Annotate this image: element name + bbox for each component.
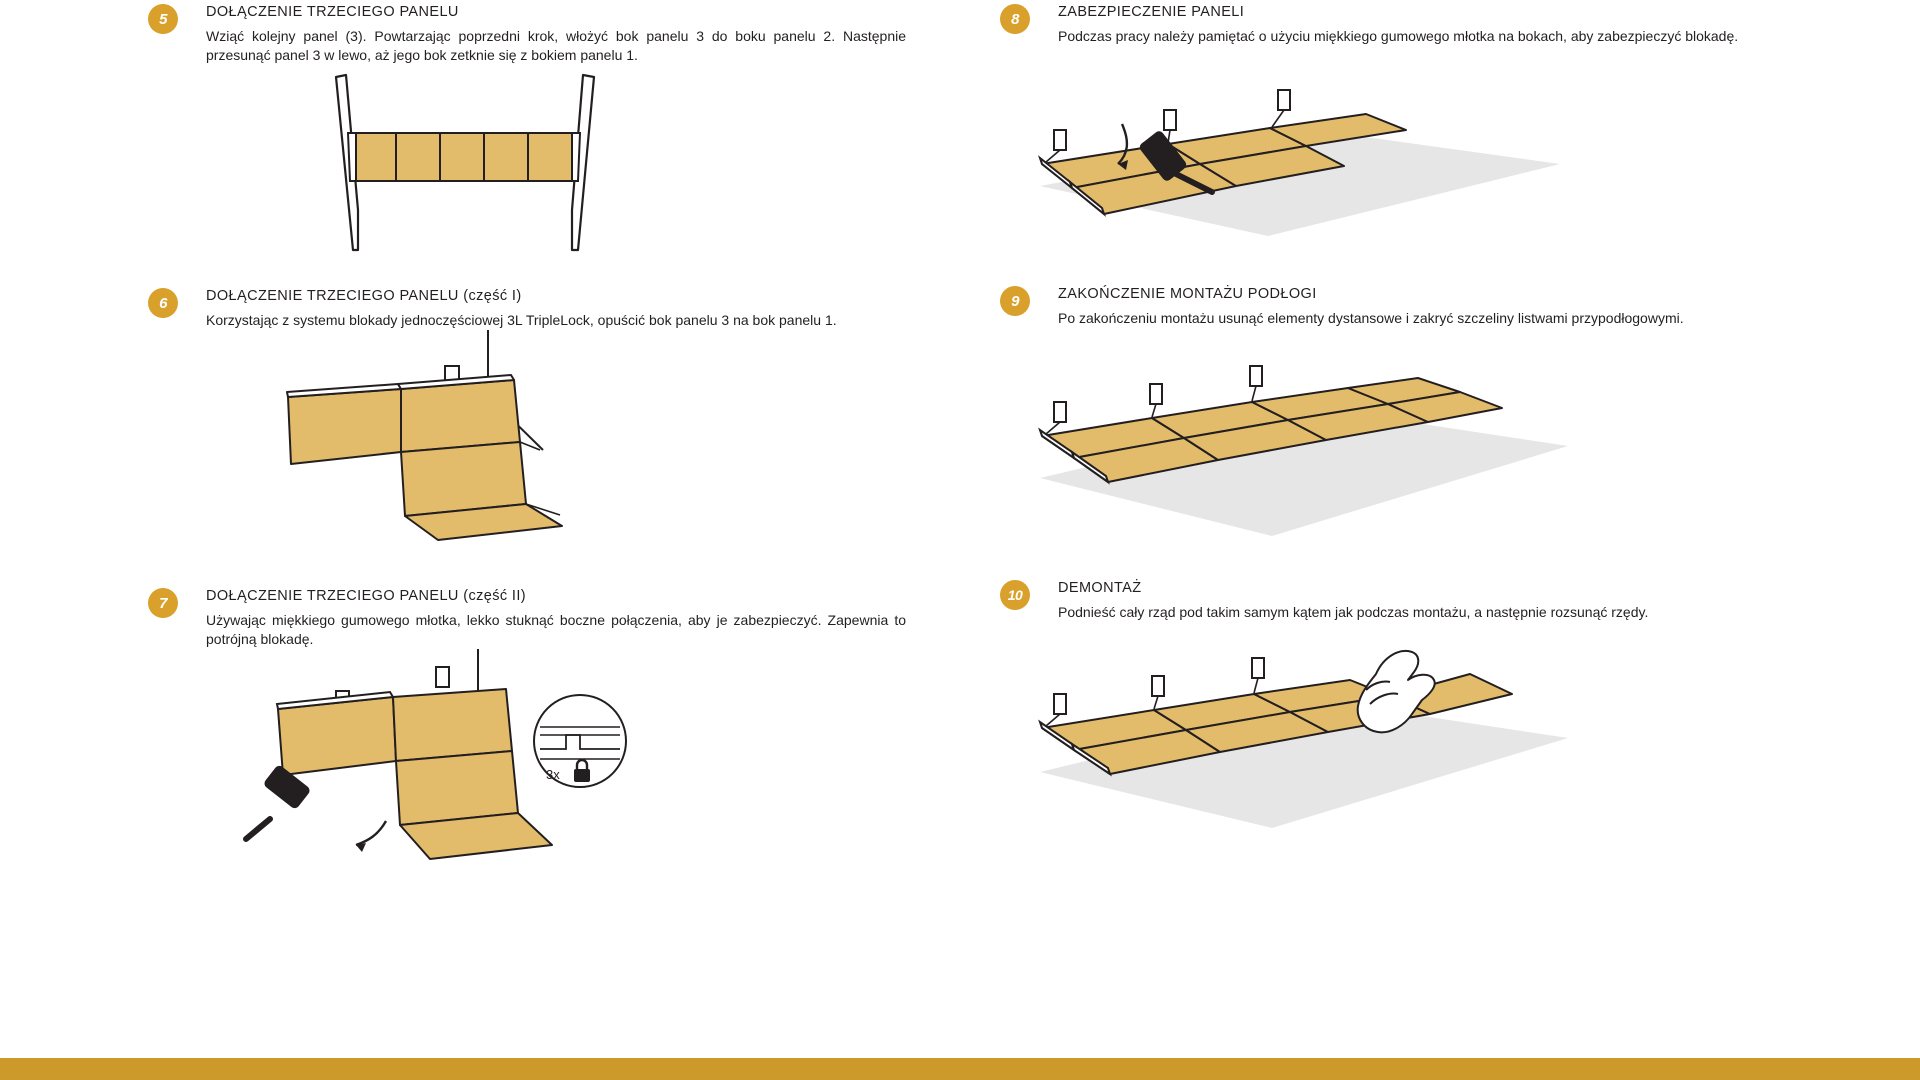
step-7-title: DOŁĄCZENIE TRZECIEGO PANELU (część II) xyxy=(206,588,527,604)
step-10-description: Podnieść cały rząd pod takim samym kątem jak podczas montażu, a następnie rozsunąć rzędy. xyxy=(1058,604,1649,621)
step-7 xyxy=(148,588,1048,909)
footer-bar xyxy=(0,1058,1920,1080)
step-7-badge: 7 xyxy=(148,588,178,618)
step-6-badge: 6 xyxy=(148,288,178,318)
step-7-description: Używając miękkiego gumowego młotka, lekko stuknąć boczne połączenia, aby je zabezpieczyć. Zapewnia to potrójną blokadę. xyxy=(206,612,906,648)
step-6-header xyxy=(148,288,1048,330)
step-7-text xyxy=(206,588,906,649)
step-6-title: DOŁĄCZENIE TRZECIEGO PANELU (część I) xyxy=(206,288,522,304)
step-5-header xyxy=(148,4,1048,65)
step-8 xyxy=(1000,4,1900,256)
step-5-badge: 5 xyxy=(148,4,178,34)
detail-callout-circle xyxy=(534,695,626,787)
step-8-header xyxy=(1000,4,1900,46)
step-5 xyxy=(148,4,1048,270)
detail-label: 3x xyxy=(546,767,560,783)
step-9-text xyxy=(1058,286,1778,328)
step-6-text xyxy=(206,288,906,330)
rubber-mallet-icon xyxy=(246,764,312,839)
step-6-description: Korzystając z systemu blokady jednoczęściowej 3L TripleLock, opuścić bok panelu 3 na bok panelu 1. xyxy=(206,312,837,329)
figure-mallet-tapping-with-detail xyxy=(148,649,1048,909)
step-9-header xyxy=(1000,286,1900,328)
step-10-badge: 10 xyxy=(1000,580,1030,610)
figure-disassembly-hand-lifting xyxy=(1000,622,1900,862)
step-6 xyxy=(148,288,1048,570)
step-10 xyxy=(1000,580,1900,862)
step-5-title: DOŁĄCZENIE TRZECIEGO PANELU xyxy=(206,4,459,20)
step-7-header xyxy=(148,588,1048,649)
figure-two-rails-panel-row xyxy=(148,65,1048,270)
figure-finished-floor xyxy=(1000,328,1900,558)
figure-lowering-third-panel xyxy=(148,330,1048,570)
step-5-text xyxy=(206,4,906,65)
step-9 xyxy=(1000,286,1900,558)
step-9-badge: 9 xyxy=(1000,286,1030,316)
step-5-description: Wziąć kolejny panel (3). Powtarzając poprzedni krok, włożyć bok panelu 3 do boku panelu 2. Następnie przesunąć panel 3 w lewo, aż jego bok zetknie się z bokiem panelu 1. xyxy=(206,28,906,64)
figure-mallet-securing-panels xyxy=(1000,46,1900,256)
step-8-text xyxy=(1058,4,1758,46)
step-8-badge: 8 xyxy=(1000,4,1030,34)
step-10-header xyxy=(1000,580,1900,622)
step-10-text xyxy=(1058,580,1778,622)
step-9-description: Po zakończeniu montażu usunąć elementy dystansowe i zakryć szczeliny listwami przypodłogowymi. xyxy=(1058,310,1684,327)
step-9-title: ZAKOŃCZENIE MONTAŻU PODŁOGI xyxy=(1058,286,1317,302)
step-8-description: Podczas pracy należy pamiętać o użyciu miękkiego gumowego młotka na bokach, aby zabezpieczyć blokadę. xyxy=(1058,28,1739,45)
step-10-title: DEMONTAŻ xyxy=(1058,580,1142,596)
step-8-title: ZABEZPIECZENIE PANELI xyxy=(1058,4,1245,20)
